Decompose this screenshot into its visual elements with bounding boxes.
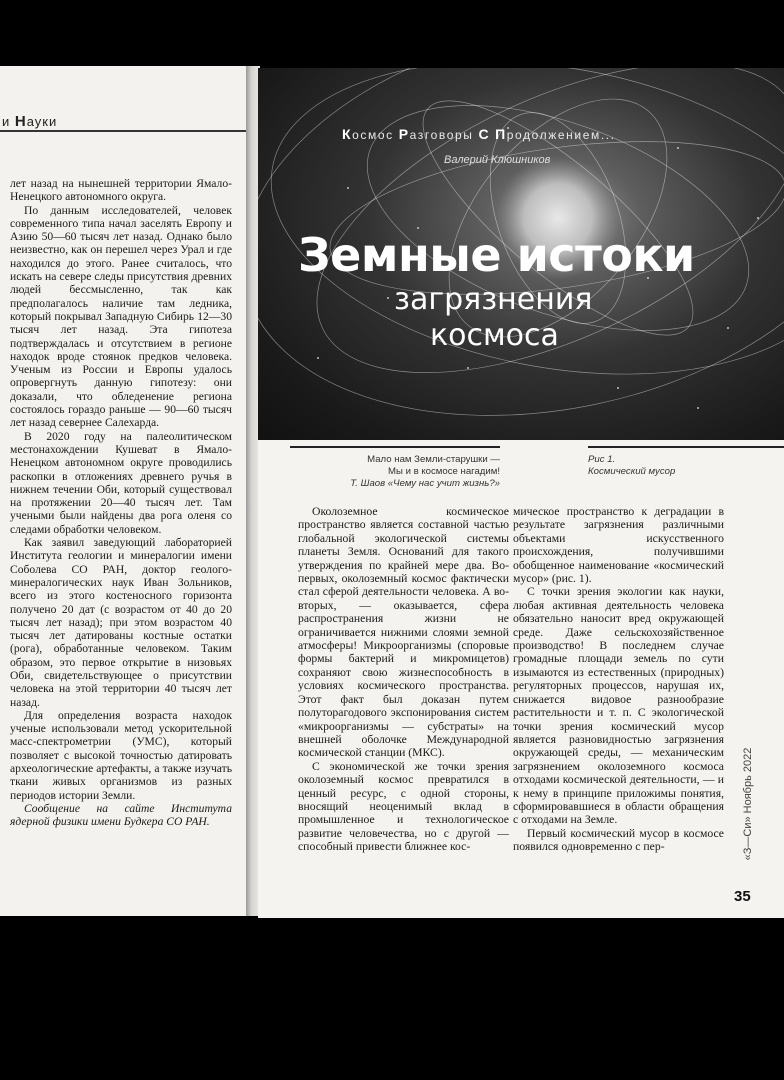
paragraph: Околоземное космическое пространство является составной частью глобальной экологической системы планеты Земля. Оснований для такого утверждения по крайней мере два. Во-первых, околоземный космос фактически стал сферой деятельности человека. А во-вторых, — оказывается, сфера распространения жизни не ограничивается нижними слоями земной атмосферы! Микроорганизмы (споровые формы бактерий и микромицетов) сохраняют свою жизнеспособность в условиях космического пространства. Этот факт был доказан путем полуторагодового экспонирования систем «микроорганизмы — субстраты» на внешней оболочке Международной космической станции (МКС). <box>298 505 509 760</box>
section-header-text: и Науки <box>2 113 58 130</box>
figure-caption-text: Космический мусор <box>588 466 676 477</box>
header-rule <box>0 130 246 132</box>
running-head-text: «З—Си» Ноябрь 2022 <box>742 747 754 861</box>
article-column-1 <box>298 505 509 854</box>
source-note: Сообщение на сайте Института ядерной физики имени Будкера СО РАН. <box>10 801 232 829</box>
left-page <box>0 66 246 916</box>
epigraph-rule <box>290 446 500 448</box>
epigraph-line: Мало нам Земли-старушки — <box>367 454 500 465</box>
author: Валерий Клюшников <box>444 154 551 166</box>
page-number: 35 <box>734 888 751 905</box>
article-title: Земные истоки <box>298 228 695 282</box>
paragraph: С точки зрения экологии как науки, любая активная деятельность человека обязательно наносит вред окружающей среде. Даже сельскохозяйственное производство! В последнем случае громадные площади земель по сути изымаются из естественных (природных) регуляторных процессов, нарушая их, снижается видовое разнообразие растительности и т. п. С экологической точки зрения космический мусор является разновидностью загрязнения окружающей среды, — механическим загрязнением околоземного космоса отходами космической деятельности, — и к нему в принципе приложимы понятия, сформировавшиеся в области обращения с отходами на Земле. <box>513 585 724 827</box>
article-subtitle-line1: загрязнения <box>394 282 593 317</box>
paragraph: По данным исследователей, человек современного типа начал заселять Европу и Азию 50—60 тысяч лет назад. Однако было неизвестно, как он перешел через Урал и где находился до этого. Ранее считалось, что искать на севере следы присутствия древних людей бессмысленно, так как предполагалось наличие там ледника, который покрывал Западную Сибирь 12—30 тысяч лет назад. Эта гипотеза подтверждалась и отсутствием в регионе находок вроде стоянок предков человека. Ученым из России и Европы удалось опровергнуть данную гипотезу: они доказали, что обледенение региона состоялось гораздо раньше — 90—60 тысяч лет назад севернее Салехарда. <box>10 203 232 430</box>
figure-label: Рис 1. <box>588 454 616 465</box>
epigraph-line: Мы и в космосе нагадим! <box>388 466 500 477</box>
rubric: Космос Разговоры С Продолжением... <box>342 126 616 142</box>
paragraph: Как заявил заведующий лабораторией Института геологии и минералогии имени Соболева СО РАН, доктор геолого-минералогических наук Иван Зольников, всего из этого костеносного горизонта получено 20 дат (с возрастом от 40 до 20 тысяч лет назад); при этом возрастом 40 тысяч лет датированы костные остатки (рога), обработанные человеком. Таким образом, это первое открытие в низовьях Оби, свидетельствующее о присутствии человека на этой территории 40 тысяч лет назад. <box>10 536 232 709</box>
left-page-text <box>10 177 232 829</box>
paragraph: Первый космический мусор в космосе появился одновременно с пер- <box>513 826 724 854</box>
paragraph: лет назад на нынешней территории Ямало-Ненецкого автономного округа. <box>10 177 232 204</box>
section-header <box>0 112 246 132</box>
paragraph: С экономической же точки зрения околоземный космос превратился в ценный ресурс, с одной стороны, вносящий неоценимый вклад в промышленное и технологическое развитие человечества, но с другой — способный привести ближнее кос- <box>298 759 509 854</box>
right-page <box>258 68 784 918</box>
article-subtitle-line2: космоса <box>430 318 559 353</box>
caption-rule <box>588 446 784 448</box>
paragraph: В 2020 году на палеолитическом местонахождении Кушеват в Ямало-Ненецком автономном округе проводились раскопки в отложениях древнего ручья в нижнем течении Оби, который существовал на протяжении 20—40 тысяч лет. Там учеными были найдены два рога оленя со следами обработки человеком. <box>10 429 232 536</box>
paragraph: Для определения возраста находок ученые использовали метод ускорительной масс-спектрометрии (УМС), который позволяет с высокой точностью датировать археологические артефакты, а также изучать ткани живых организмов из разных периодов истории Земли. <box>10 708 232 802</box>
article-column-2 <box>513 505 724 854</box>
space-debris-illustration <box>258 68 784 440</box>
epigraph-attribution: Т. Шаов «Чему нас учит жизнь?» <box>350 478 500 489</box>
paragraph: мическое пространство к деградации в результате загрязнения различными объектами искусственного происхождения, получившими обобщенное наименование «космический мусор» (рис. 1). <box>513 505 724 586</box>
running-head <box>732 728 754 888</box>
epigraph <box>290 454 500 490</box>
figure-caption <box>588 454 675 478</box>
